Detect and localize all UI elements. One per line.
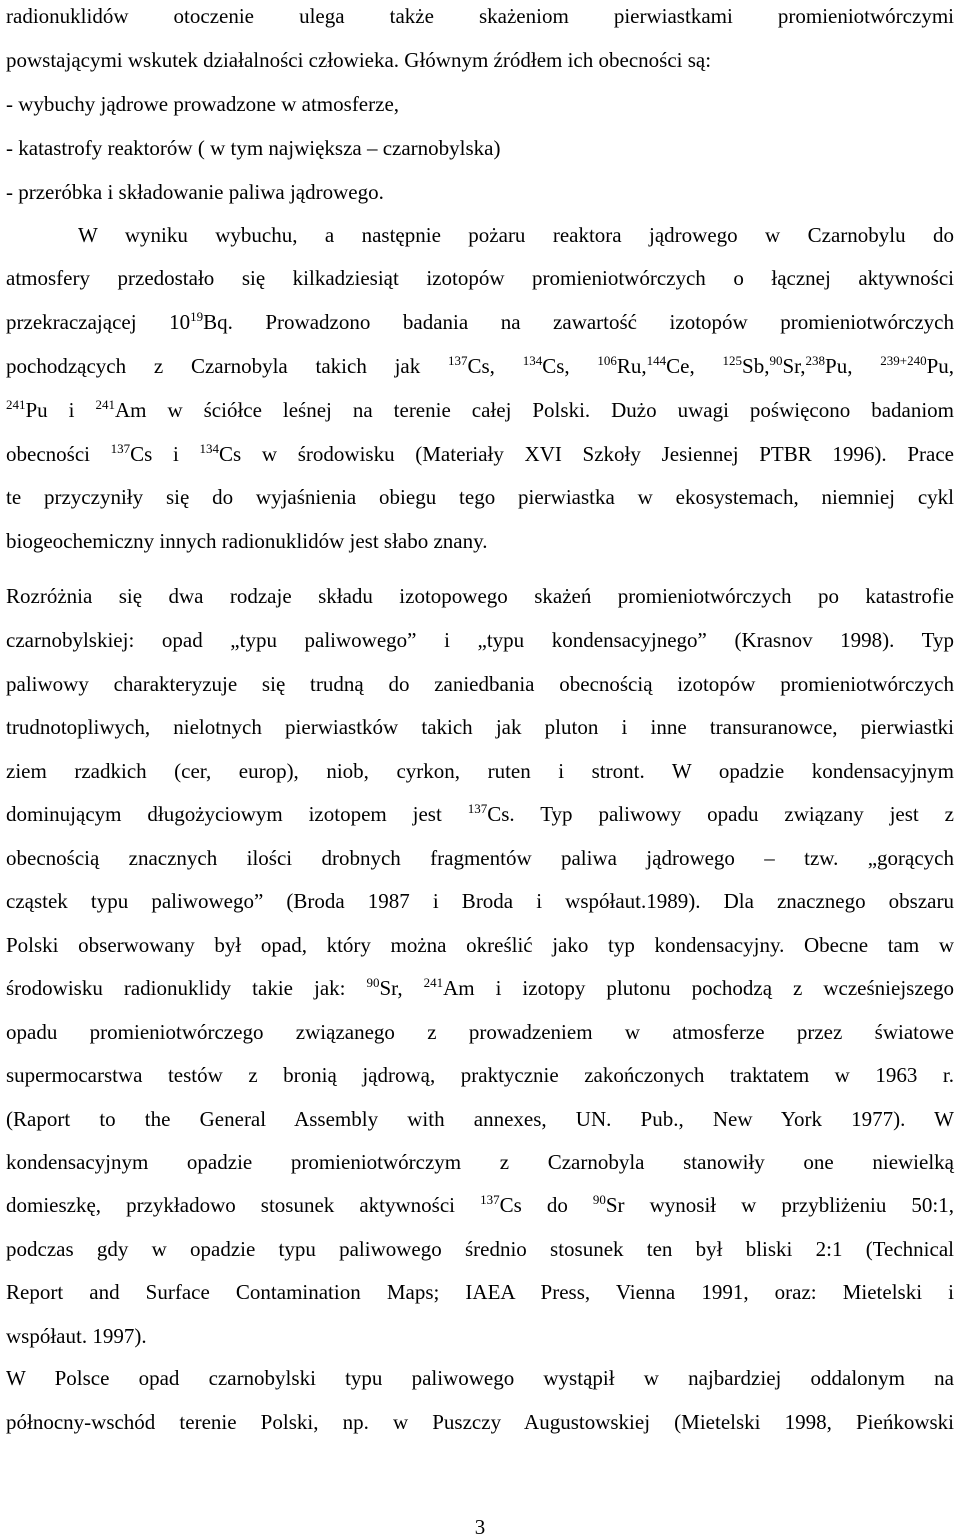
text-line: kondensacyjnym opadzie promieniotwórczym z Czarnobyla stanowiły one niewielką [6,1150,954,1174]
text-segment: dominującym długożyciowym izotopem jest [6,802,468,826]
text-segment: Ru, [616,354,647,378]
isotope-mass-number: 90 [592,1192,606,1208]
isotope-mass-number: 241 [423,975,444,991]
text-segment: obecności [6,442,111,466]
text-line: powstającymi wskutek działalności człowieka. Głównym źródłem ich obecności są: [6,48,712,72]
text-line: supermocarstwa testów z bronią jądrową, praktycznie zakończonych traktatem w 1963 r. [6,1063,954,1087]
text-segment: Sr, [379,976,424,1000]
isotope-mass-number: 137 [110,441,131,457]
text-segment: Sb, [742,354,770,378]
isotope-mass-number: 90 [366,975,380,991]
text-line [6,801,954,826]
isotope-mass-number: 125 [722,353,743,369]
isotope-mass-number: 137 [448,353,468,369]
text-line: cząstek typu paliwowego” (Broda 1987 i Broda i współaut.1989). Dla znacznego obszaru [6,889,954,913]
text-line: - wybuchy jądrowe prowadzone w atmosferze, [6,92,400,116]
isotope-mass-number: 239+240 [880,353,927,369]
text-line: - przeróbka i składowanie paliwa jądrowego. [6,180,384,204]
text-line: - katastrofy reaktorów ( w tym największa – czarnobylska) [6,136,501,160]
text-line: trudnotopliwych, nielotnych pierwiastków takich jak pluton i inne transuranowce, pierwiastki [6,715,954,739]
isotope-mass-number: 106 [597,353,617,369]
text-segment: Ce, [666,354,723,378]
isotope-mass-number: 137 [467,801,488,817]
text-segment: Pu, [825,354,881,378]
text-segment: Cs, [467,354,523,378]
text-segment: Bq. Prowadzono badania na zawartość izotopów promieniotwórczych [203,310,954,334]
text-segment: Am w ściółce leśnej na terenie całej Polski. Dużo uwagi poświęcono badaniom [114,398,955,422]
text-segment: Am i izotopy plutonu pochodzą z wcześniejszego [443,976,954,1000]
text-segment: Pu i [25,398,96,422]
text-segment: Sr, [782,354,806,378]
isotope-mass-number: 19 [190,309,204,325]
text-line [6,1192,954,1217]
text-line: W wyniku wybuchu, a następnie pożaru reaktora jądrowego w Czarnobylu do [78,223,954,247]
text-segment: domieszkę, przykładowo stosunek aktywności [6,1193,481,1217]
isotope-mass-number: 134 [522,353,543,369]
text-segment: środowisku radionuklidy takie jak: [6,976,367,1000]
text-segment: pochodzących z Czarnobyla takich jak [6,354,448,378]
isotope-mass-number: 90 [769,353,783,369]
text-line: Report and Surface Contamination Maps; IAEA Press, Vienna 1991, oraz: Mietelski i [6,1280,954,1304]
text-line: radionuklidów otoczenie ulega także skażeniom pierwiastkami promieniotwórczymi [6,4,954,28]
text-line [6,353,955,378]
text-line: paliwowy charakteryzuje się trudną do zaniedbania obecnością izotopów promieniotwórczych [6,672,954,696]
text-line [6,397,955,422]
isotope-mass-number: 134 [199,441,220,457]
text-segment: Cs do [499,1193,593,1217]
text-line: te przyczyniły się do wyjaśnienia obiegu tego pierwiastka w ekosystemach, niemniej cykl [6,485,954,509]
text-segment: Cs i [130,442,200,466]
text-segment: Cs w środowisku (Materiały XVI Szkoły Jesiennej PTBR 1996). Prace [219,442,954,466]
text-line: współaut. 1997). [6,1324,147,1348]
text-line: Rozróżnia się dwa rodzaje składu izotopowego skażeń promieniotwórczych po katastrofie [6,584,954,608]
text-line: (Raport to the General Assembly with annexes, UN. Pub., New York 1977). W [6,1107,954,1131]
text-line [6,309,954,334]
text-line: ziem rzadkich (cer, europ), niob, cyrkon, ruten i stront. W opadzie kondensacyjnym [6,759,954,783]
text-line [6,975,954,1000]
text-line: północny-wschód terenie Polski, np. w Puszczy Augustowskiej (Mietelski 1998, Pieńkowski [6,1410,954,1434]
isotope-mass-number: 241 [6,397,26,413]
text-line: opadu promieniotwórczego związanego z prowadzeniem w atmosferze przez światowe [6,1020,954,1044]
text-line: czarnobylskiej: opad „typu paliwowego” i „typu kondensacyjnego” (Krasnov 1998). Typ [6,628,954,652]
text-line: atmosfery przedostało się kilkadziesiąt izotopów promieniotwórczych o łącznej aktywności [6,266,954,290]
text-line: Polski obserwowany był opad, który można określić jako typ kondensacyjny. Obecne tam w [6,933,954,957]
text-segment: przekraczającej 10 [6,310,191,334]
text-segment: Cs. Typ paliwowy opadu związany jest z [487,802,954,826]
text-line: podczas gdy w opadzie typu paliwowego średnio stosunek ten był bliski 2:1 (Technical [6,1237,954,1261]
text-line: biogeochemiczny innych radionuklidów jest słabo znany. [6,529,488,553]
isotope-mass-number: 144 [646,353,667,369]
isotope-mass-number: 238 [805,353,826,369]
isotope-mass-number: 137 [480,1192,500,1208]
isotope-mass-number: 241 [95,397,115,413]
text-segment: Sr wynosił w przybliżeniu 50:1, [605,1193,954,1217]
text-line [6,441,954,466]
text-line: obecnością znacznych ilości drobnych fragmentów paliwa jądrowego – tzw. „gorących [6,846,954,870]
text-segment: Cs, [542,354,598,378]
text-line: W Polsce opad czarnobylski typu paliwowego wystąpił w najbardziej oddalonym na [6,1366,954,1390]
text-segment: Pu, [926,354,955,378]
page-number: 3 [474,1515,486,1539]
